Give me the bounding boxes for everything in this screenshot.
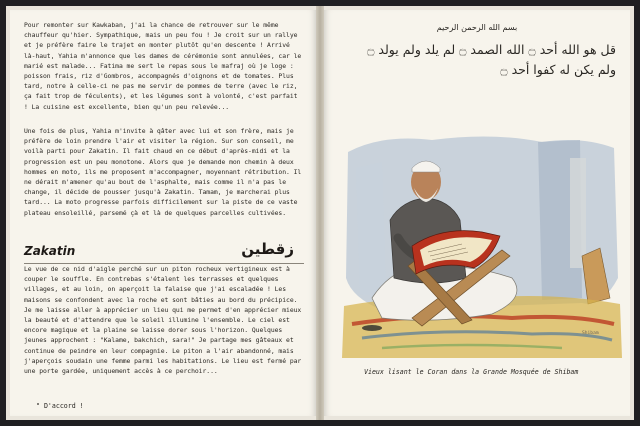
arabic-verse: [338, 22, 616, 80]
painting-caption: Vieux lisant le Coran dans la Grande Mosquée de Shibam: [364, 368, 579, 376]
right-page: [324, 10, 630, 416]
text-paragraph-1: Pour remonter sur Kawkaban, j'ai la chance de retrouver sur le même chauffeur qu'hier. Sympathique, mais un peu fou ! Je croit sur un rallye et je préfère faire le trajet en monter plutôt qu'en descente ! Arrivé là-haut, Yahia m'annonce que les dames de cérémonie sont annulées, car le marié est malade... Fatima me sert le repas sous le mafraj où je loge : poisson frais, riz d'Gombros, accompagnés d'oignons et de tomates. Plus tard, notre à celle-ci ne pas me servir de pommes de terre (avec le riz, ça fait trop de féculents), et les légumes sont à volonté, c'est parfait ! La cuisine est excellente, bien qu'un peu relevée...: [24, 21, 302, 111]
text-paragraph-3: Le vue de ce nid d'aigle perché sur un piton rocheux vertigineux est à couper le souffle. En contrebas s'étalent les terrasses et quelques villages, et au loin, on aperçoit la falaise que j'ai escaladée ! Les maisons se confondent avec la roche et sont bâties au bord du précipice. Je me laisse aller à apprécier un lieu qui me permet d'en apprécier mieux la beauté et d'attendre que le soleil illumine l'ensemble. Le ciel est encore magique et la plaine se laisse dorer sous l'horizon. Quelques jeunes approchent : "Kalame, bakchich, sara!" Je partage mes gâteaux et continue de peindre en leur compagnie. Le piton a l'air abandonné, mais j'aperçois soudain une femme parmi les habitations. Le lieu est fermé par une porte gardée, uniquement accès à ce perchoir...: [24, 265, 302, 376]
arabic-line-2: ولم يكن له كفوا أحد ۝: [500, 62, 616, 77]
book-gutter: [316, 6, 324, 420]
heading-french: Zakatin: [24, 244, 76, 258]
watercolor-painting: [342, 128, 622, 358]
painting-note: Shibam: [582, 331, 599, 336]
heading-arabic: زقطين: [241, 240, 294, 258]
notebook-spread: [6, 6, 634, 420]
signoff-text: " D'accord !: [36, 402, 84, 410]
text-paragraph-2: Une fois de plus, Yahia m'invite à qâter avec lui et son frère, mais je préfère de loin prendre l'air et visiter la région. Sur son conseil, me voilà parti pour Zakatin. Il fait chaud en ce début d'après-midi et la progression est un peu monotone. Alors que je demande mon chemin à deux hommes en moto, ils me proposent m'accompagner, moyennant rétribution. Il ne dérait m'amener qu'au bout de l'asphalte, mais comme il n'a pas le change, il décide de pousser jusqu'à Zakatin. Tamam, je marcherai plus tard... La moto progresse parfois difficilement sur la piste de ce vaste plateau ensoleillé, parsemé çà et là de quelques parcelles cultivées.: [24, 127, 302, 217]
arabic-line-1: قل هو الله أحد ۝ الله الصمد ۝ لم يلد ولم يولد ۝: [367, 42, 616, 57]
arabic-bismillah: بسم الله الرحمن الرحيم: [436, 23, 518, 32]
left-page: [10, 10, 316, 416]
section-heading: [24, 240, 304, 264]
